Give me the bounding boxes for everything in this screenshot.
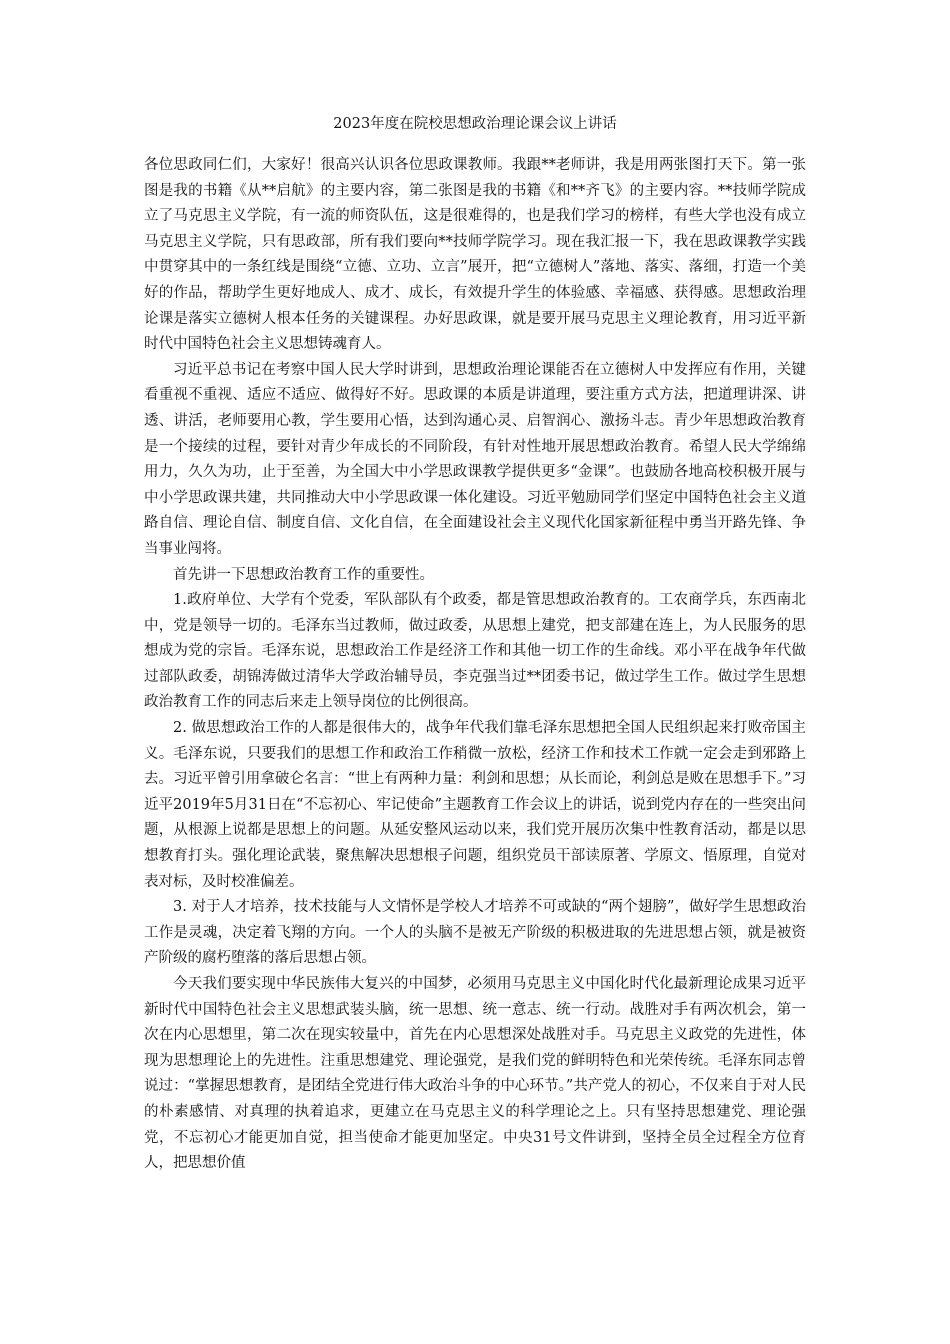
paragraph-china-dream: 今天我们要实现中华民族伟大复兴的中国梦，必须用马克思主义中国化时代化最新理论成果习近平新时代中国特色社会主义思想武装头脑，统一思想、统一意志、统一行动。战胜对手有两次机会，第一次在内心思想里，第二次在现实较量中，首先在内心思想深处战胜对手。马克思主义政党的先进性，体现为思想理论上的先进性。注重思想建党、理论强党，是我们党的鲜明特色和光荣传统。毛泽东同志曾说过：“掌握思想教育，是团结全党进行伟大政治斗争的中心环节。”共产党人的初心，不仅来自于对人民的朴素感情、对真理的执着追求，更建立在马克思主义的科学理论之上。只有坚持思想建党、理论强党，不忘初心才能更加自觉，担当使命才能更加坚定。中央31号文件讲到，坚持全员全过程全方位育人，把思想价值 [144, 976, 806, 1172]
document-title: 2023年度在院校思想政治理论课会议上讲话 [333, 116, 617, 132]
paragraph-importance-heading: 首先讲一下思想政治教育工作的重要性。 [173, 566, 434, 583]
paragraph-point-2: 2. 做思想政治工作的人都是很伟大的，战争年代我们靠毛泽东思想把全国人民组织起来打败帝国主义。毛泽东说，只要我们的思想工作和政治工作稍微一放松，经济工作和技术工作就一定会走到邪路上去。习近平曾引用拿破仑名言：“世上有两种力量：利剑和思想；从长而论，利剑总是败在思想手下。”习近平2019年5月31日在“不忘初心、牢记使命”主题教育工作会议上的讲话，说到党内存在的一些突出问题，从根源上说都是思想上的问题。从延安整风运动以来，我们党开展历次集中性教育活动，都是以思想教育打头。强化理论武装，聚焦解决思想根子问题，组织党员干部读原著、学原文、悟原理，自觉对表对标，及时校准偏差。 [144, 720, 806, 890]
paragraph-point-1: 1.政府单位、大学有个党委，军队部队有个政委，都是管思想政治教育的。工农商学兵，东西南北中，党是领导一切的。毛泽东当过教师，做过政委，从思想上建党，把支部建在连上，为人民服务的思想成为党的宗旨。毛泽东说，思想政治工作是经济工作和其他一切工作的生命线。邓小平在战争年代做过部队政委，胡锦涛做过清华大学政治辅导员，李克强当过**团委书记，做过学生工作。做过学生思想政治教育工作的同志后来走上领导岗位的比例很高。 [144, 592, 806, 711]
paragraph-greeting: 各位思政同仁们，大家好！很高兴认识各位思政课教师。我跟**老师讲，我是用两张图打天下。第一张图是我的书籍《从**启航》的主要内容，第二张图是我的书籍《和**齐飞》的主要内容。**技师学院成立了马克思主义学院，有一流的师资队伍，这是很难得的，也是我们学习的榜样，有些大学也没有成立马克思主义学院，只有思政部，所有我们要向**技师学院学习。现在我汇报一下，我在思政课教学实践中贯穿其中的一条红线是围绕“立德、立功、立言”展开，把“立德树人”落地、落实、落细，打造一个美好的作品，帮助学生更好地成人、成才、成长，有效提升学生的体验感、幸福感、获得感。思想政治理论课是落实立德树人根本任务的关键课程。办好思政课，就是要开展马克思主义理论教育，用习近平新时代中国特色社会主义思想铸魂育人。 [144, 157, 806, 353]
paragraph-xi-speech: 习近平总书记在考察中国人民大学时讲到，思想政治理论课能否在立德树人中发挥应有作用，关键看重视不重视、适应不适应、做得好不好。思政课的本质是讲道理，要注重方式方法，把道理讲深、讲透、讲活，老师要用心教，学生要用心悟，达到沟通心灵、启智润心、激扬斗志。青少年思想政治教育是一个接续的过程，要针对青少年成长的不同阶段，有针对性地开展思想政治教育。希望人民大学绵绵用力，久久为功，止于至善，为全国大中小学思政课教学提供更多“金课”。也鼓励各地高校积极开展与中小学思政课共建，共同推动大中小学思政课一体化建设。习近平勉励同学们坚定中国特色社会主义道路自信、理论自信、制度自信、文化自信，在全面建设社会主义现代化国家新征程中勇当开路先锋、争当事业闯将。 [144, 361, 806, 557]
paragraph-point-3: 3. 对于人才培养，技术技能与人文情怀是学校人才培养不可或缺的“两个翅膀”，做好学生思想政治工作是灵魂，决定着飞翔的方向。一个人的头脑不是被无产阶级的积极进取的先进思想占领，就是被资产阶级的腐朽堕落的落后思想占领。 [144, 899, 806, 967]
document-page [144, 112, 806, 1177]
